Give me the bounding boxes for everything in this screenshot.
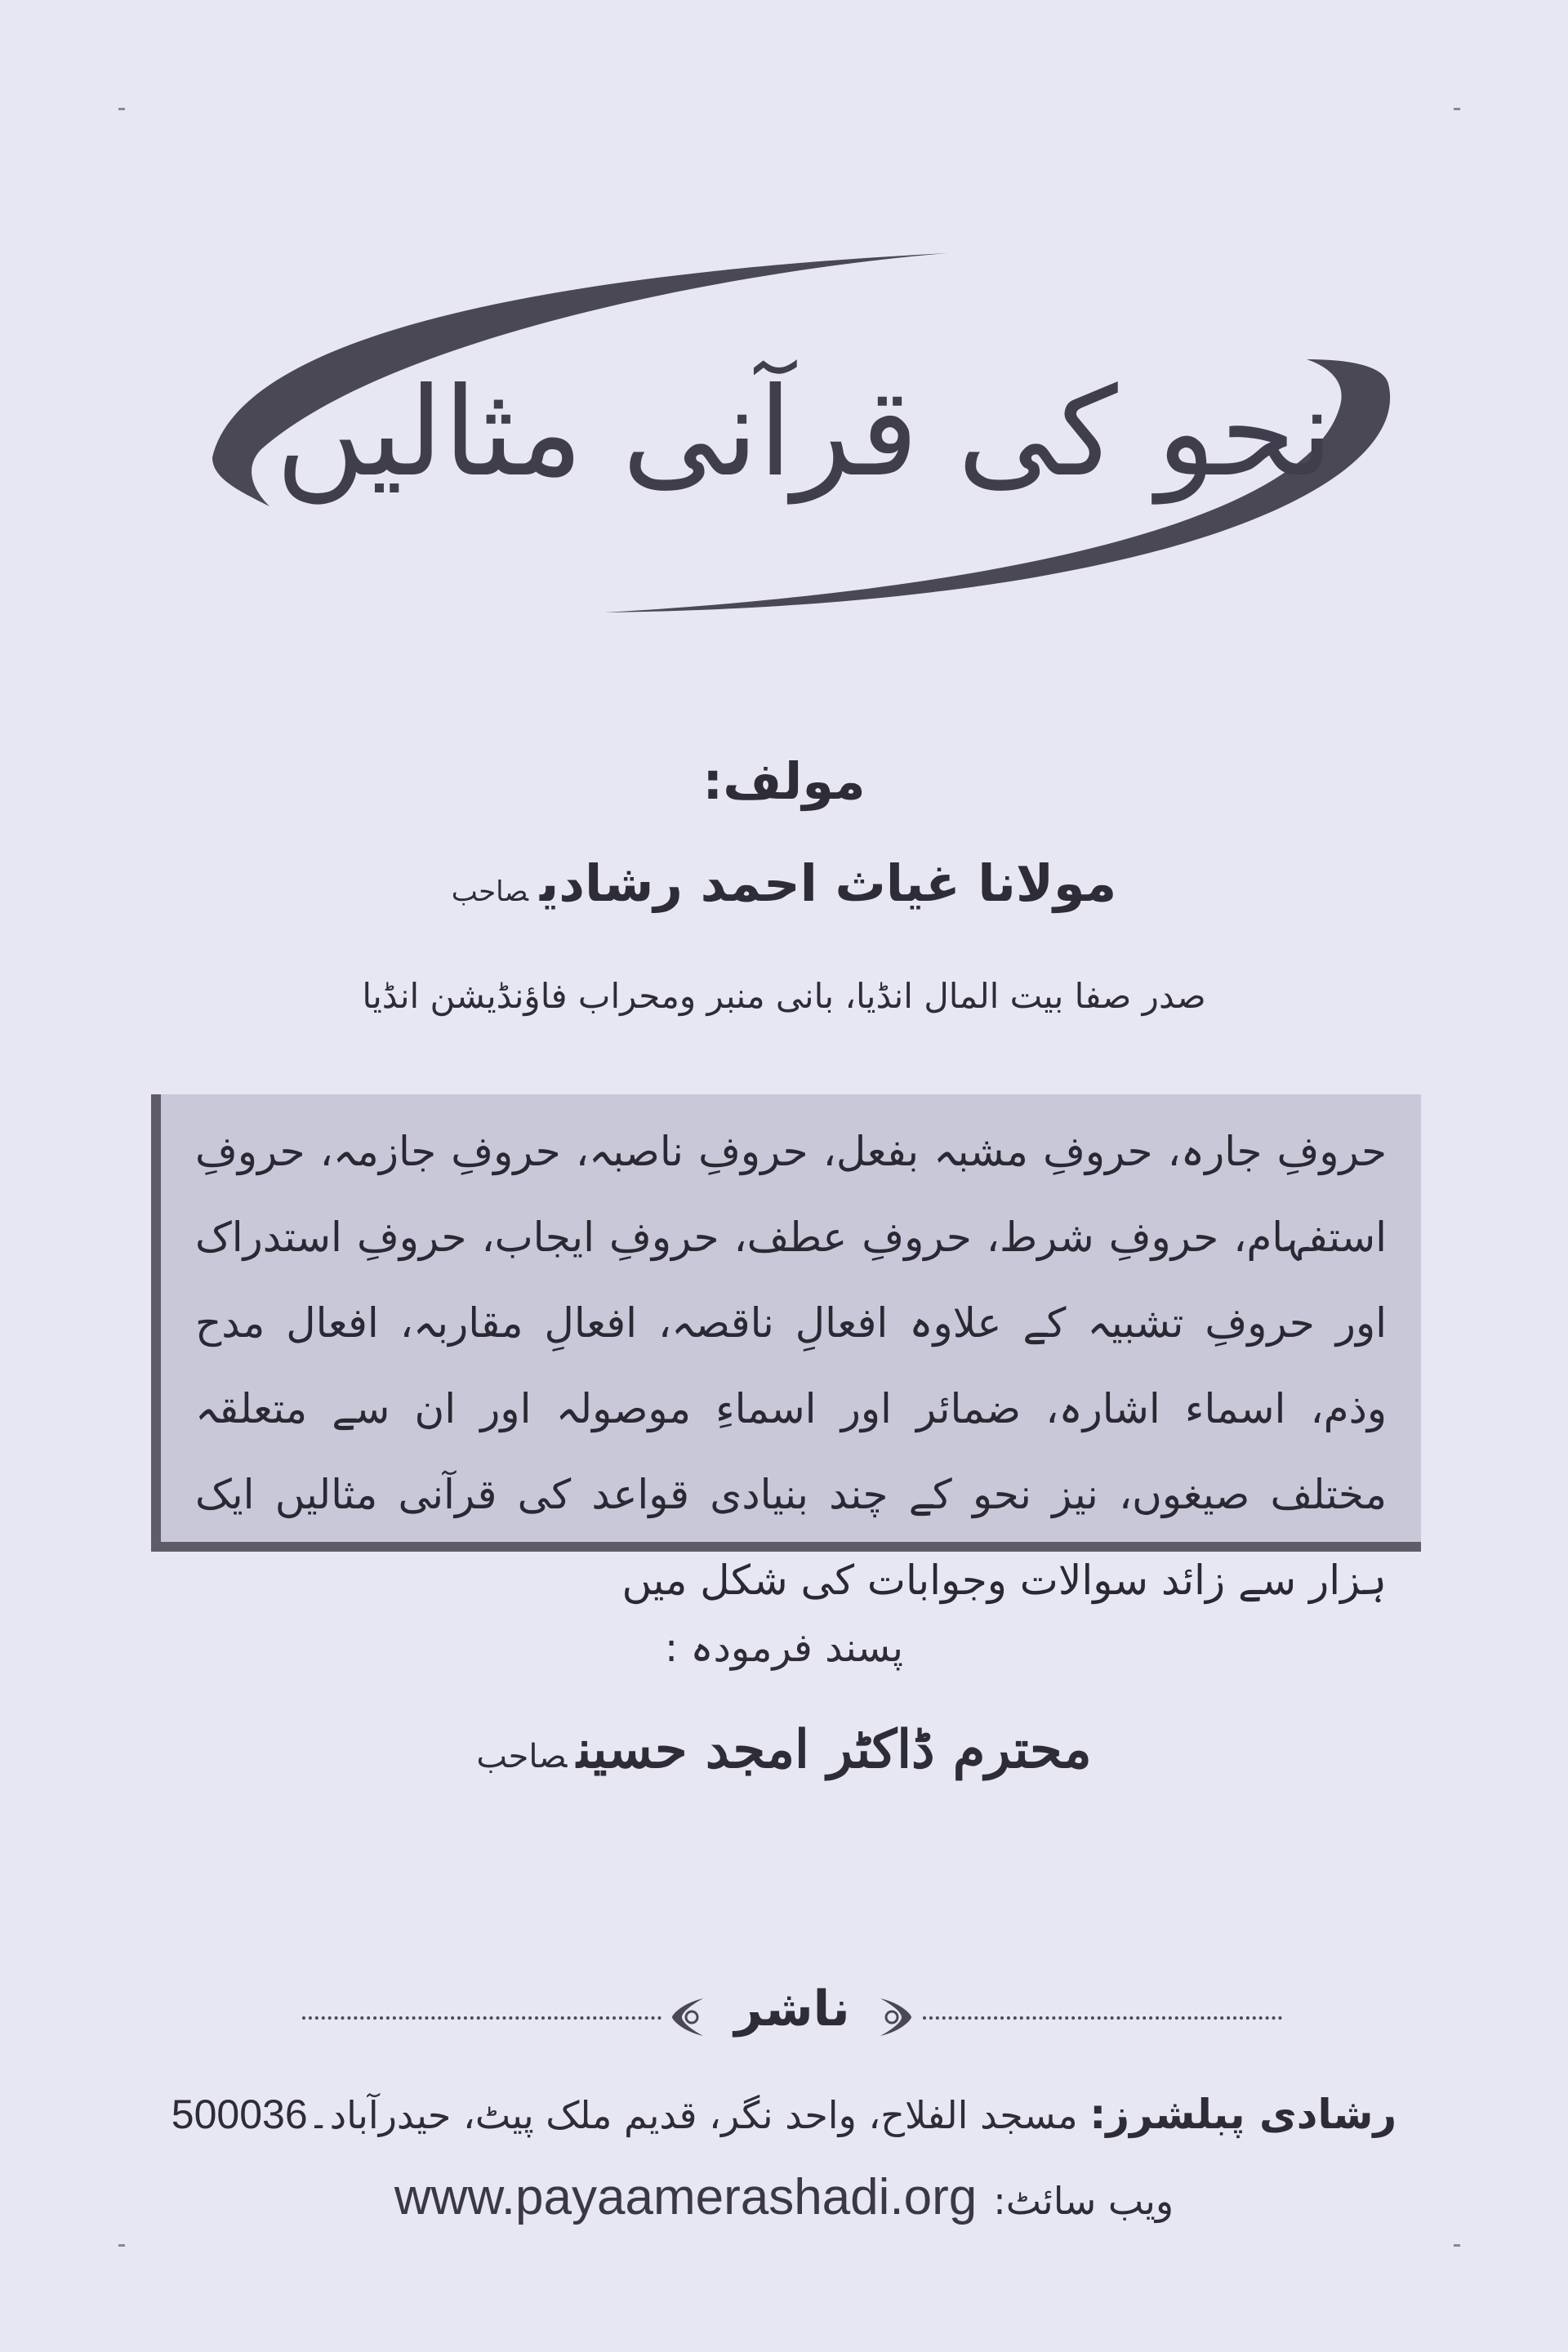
endorsement-label: پسند فرمودہ :: [665, 1625, 903, 1671]
author-suffix: صاحب: [451, 875, 528, 908]
flourish-left-icon: [666, 1995, 710, 2039]
author-name: مولانا غیاث احمد رشادی: [539, 853, 1117, 913]
title-block: [212, 245, 1396, 637]
website-label: ویب سائٹ:: [993, 2179, 1174, 2223]
dotted-line-left: [302, 2016, 662, 2020]
author-name-line: [0, 853, 1568, 913]
description-box: حروفِ جارہ، حروفِ مشبہ بفعل، حروفِ ناصبہ، حروفِ جازمہ، حروفِ استفہام، حروفِ شرط، حروفِ عطف، حروفِ ایجاب، حروفِ استدراک اور حروفِ تشبیہ کے علاوہ افعالِ ناقصہ، افعالِ مقاربہ، افعال مدح وذم، اسماء اشارہ، ضمائر اور اسماءِ موصولہ اور ان سے متعلقہ مختلف صیغوں، نیز نحو کے چند بنیادی قواعد کی قرآنی مثالیں ایک ہزار سے زائد سوالات وجوابات کی شکل میں: [151, 1094, 1421, 1552]
crop-mark-top-right: [1454, 108, 1460, 110]
crop-mark-top-left: [118, 108, 125, 110]
endorser-name: محترم ڈاکٹر امجد حسین: [577, 1719, 1092, 1780]
crop-mark-bottom-right: [1454, 2244, 1460, 2247]
dotted-line-right: [923, 2016, 1282, 2020]
flourish-right-icon: [874, 1995, 918, 2039]
publisher-address: مسجد الفلاح، واحد نگر، قدیم ملک پیٹ، حیدرآباد۔: [307, 2093, 1078, 2137]
crop-mark-bottom-left: [118, 2244, 125, 2247]
endorsement-line: [0, 1719, 1568, 1780]
book-title: نحو کی قرآنی مثالیں: [275, 362, 1334, 504]
publisher-heading: ناشر: [734, 1980, 850, 2038]
publisher-name: رشادی پبلشرز:: [1089, 2091, 1397, 2138]
publisher-address-line: [0, 2091, 1568, 2138]
publisher-divider: [302, 1980, 1282, 2054]
website-line: [0, 2168, 1568, 2226]
endorser-suffix: صاحب: [476, 1738, 568, 1775]
publisher-pincode: 500036: [171, 2091, 308, 2137]
author-designation: صدر صفا بیت المال انڈیا، بانی منبر ومحراب فاؤنڈیشن انڈیا: [362, 976, 1206, 1016]
author-label: مولف:: [702, 751, 866, 811]
website-url[interactable]: www.payaamerashadi.org: [394, 2169, 978, 2225]
